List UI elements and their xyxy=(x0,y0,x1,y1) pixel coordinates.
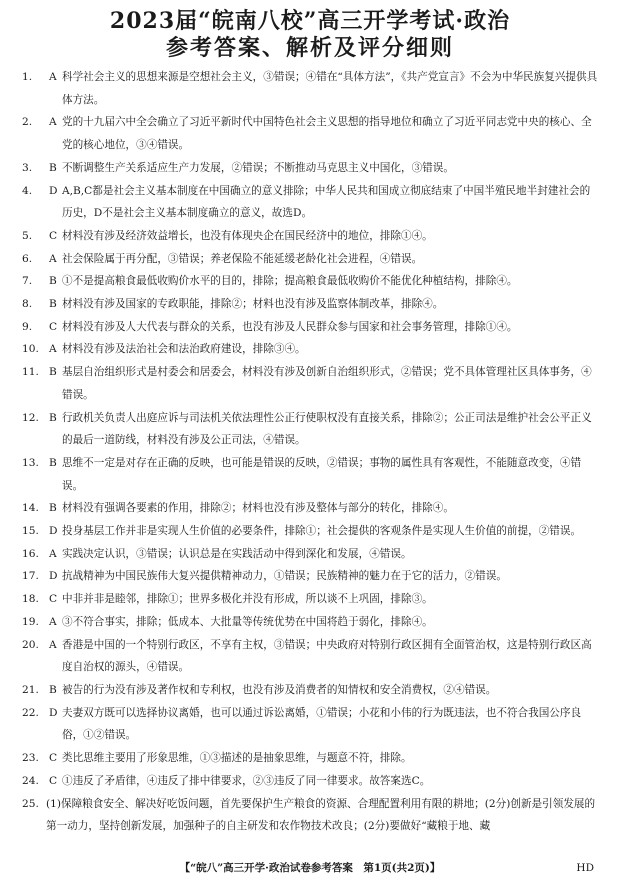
answer-item xyxy=(22,225,598,248)
answer-item xyxy=(22,747,598,770)
answer-letter: A xyxy=(49,638,57,651)
answer-letter: A xyxy=(49,116,57,129)
answer-number: 12. xyxy=(22,411,39,424)
answer-number: 10. xyxy=(22,343,39,356)
answer-letter: C xyxy=(49,752,58,765)
answer-number: 7. xyxy=(22,275,33,288)
answer-explanation: 党的十九届六中全会确立了习近平新时代中国特色社会主义思想的指导地位和确立了习近平同志党中央的核心、全党的核心地位，③④错误。 xyxy=(62,116,592,152)
answer-number: 13. xyxy=(22,456,39,469)
answer-explanation: 不断调整生产关系适应生产力发展，②错误；不断推动马克思主义中国化，③错误。 xyxy=(62,161,454,174)
answer-letter: A xyxy=(49,615,57,628)
answer-explanation: 科学社会主义的思想来源是空想社会主义，③错误；④错在“具体方法”，《共产党宣言》不会为中华民族复兴提供具体方法。 xyxy=(62,71,598,106)
answer-explanation: 夫妻双方既可以选择协议离婚，也可以通过诉讼离婚，①错误；小花和小伟的行为既违法，也不符合我国公序良俗，①②错误。 xyxy=(62,706,582,742)
answer-number: 11. xyxy=(22,366,39,379)
answer-explanation: 中非并非是睦邻，排除①；世界多极化并没有形成，所以谈不上巩固，排除③。 xyxy=(62,593,433,606)
answer-letter: A xyxy=(49,343,57,356)
answer-explanation: 材料没有强调各要素的作用，排除②；材料也没有涉及整体与部分的转化，排除④。 xyxy=(62,502,454,515)
answer-number: 20. xyxy=(22,638,39,651)
answer-item xyxy=(22,497,598,520)
answer-number: 6. xyxy=(22,252,33,265)
answer-letter: B xyxy=(49,275,57,288)
answer-explanation: ①违反了矛盾律，④违反了排中律要求，②③违反了同一律要求。故答案选C。 xyxy=(62,774,431,787)
answer-item xyxy=(22,543,598,566)
answer-item xyxy=(22,452,598,497)
answer-explanation: ③不符合事实，排除；低成本、大批量等传统优势在中国将趋于弱化，排除④。 xyxy=(62,615,433,628)
answer-item xyxy=(22,407,598,452)
page-subtitle: 参考答案、解析及评分细则 xyxy=(165,35,454,61)
answer-item xyxy=(22,316,598,339)
answer-letter: C xyxy=(49,593,58,606)
answer-explanation: 投身基层工作并非是实现人生价值的必要条件，排除①；社会提供的客观条件是实现人生价值的前提，②错误。 xyxy=(62,525,582,538)
answer-letter: B xyxy=(49,161,57,174)
answer-number: 4. xyxy=(22,184,33,197)
answer-item xyxy=(22,248,598,271)
answer-explanation: 行政机关负责人出庭应诉与司法机关依法理性公正行使职权没有直接关系，排除②；公正司法是维护社会公平正义的最后一道防线，材料没有涉及公正司法，④错误。 xyxy=(62,411,592,447)
answer-item xyxy=(22,520,598,543)
answer-number: 2. xyxy=(22,116,33,129)
answer-explanation: 社会保险属于再分配，③错误；养老保险不能延缓老龄化社会进程，④错误。 xyxy=(62,252,423,265)
answer-number: 19. xyxy=(22,615,39,628)
answer-explanation: 类比思维主要用了形象思维，①③描述的是抽象思维，与题意不符，排除。 xyxy=(62,752,412,765)
answer-item xyxy=(22,770,598,793)
answer-item xyxy=(22,634,598,679)
answer-letter: D xyxy=(49,525,58,538)
answer-number: 24. xyxy=(22,774,39,787)
answer-item xyxy=(22,611,598,634)
answer-explanation: 思维不一定是对存在正确的反映，也可能是错误的反映，②错误；事物的属性具有客观性，不能随意改变，④错误。 xyxy=(62,456,582,492)
answer-item xyxy=(22,702,598,747)
answer-explanation: 抗战精神为中国民族伟大复兴提供精神动力，①错误；民族精神的魅力在于它的活力，②错误。 xyxy=(62,570,507,583)
answer-explanation: (1)保障粮食安全、解决好吃饭问题，首先要保护生产粮食的资源、合理配置利用有限的耕地；(2分)创新是引领发展的第一动力，坚持创新发展，加强种子的自主研发和农作物技术改良；(2分)要做好“藏粮于地、藏 xyxy=(46,797,596,833)
answer-letter: D xyxy=(49,184,58,197)
answer-number: 16. xyxy=(22,547,39,560)
answer-explanation: 基层自治组织形式是村委会和居委会，材料没有涉及创新自治组织形式，②错误；党不具体管理社区具体事务，④错误。 xyxy=(62,366,592,401)
answer-explanation: 材料没有涉及国家的专政职能，排除②；材料也没有涉及监察体制改革，排除④。 xyxy=(62,298,444,311)
answer-item xyxy=(22,180,598,225)
answer-number: 22. xyxy=(22,706,39,719)
answer-explanation: 材料没有涉及经济效益增长，也没有体现央企在国民经济中的地位，排除①④。 xyxy=(62,229,433,242)
answer-letter: A xyxy=(49,547,57,560)
answer-letter: C xyxy=(49,320,58,333)
answer-item xyxy=(22,111,598,156)
answer-explanation: 实践决定认识，③错误；认识总是在实践活动中得到深化和发展，④错误。 xyxy=(62,547,412,560)
footer-text: 【“皖八”高三开学·政治试卷参考答案 第1页(共2页)】 xyxy=(179,862,441,874)
answer-letter: C xyxy=(49,229,58,242)
answer-explanation: 材料没有涉及人大代表与群众的关系，也没有涉及人民群众参与国家和社会事务管理，排除①④。 xyxy=(62,320,518,333)
answer-letter: A xyxy=(49,71,57,83)
answer-item xyxy=(22,361,598,406)
answer-item xyxy=(22,338,598,361)
answer-item xyxy=(22,66,598,111)
page-footer xyxy=(0,861,620,875)
answer-letter: D xyxy=(49,570,58,583)
answer-item xyxy=(22,293,598,316)
answer-number: 8. xyxy=(22,298,33,311)
answer-number: 23. xyxy=(22,752,39,765)
answer-item xyxy=(22,565,598,588)
answer-number: 15. xyxy=(22,525,39,538)
answer-explanation: A,B,C都是社会主义基本制度在中国确立的意义排除；中华人民共和国成立彻底结束了中国半殖民地半封建社会的历史，D不是社会主义基本制度确立的意义，故选D。 xyxy=(62,184,591,220)
answer-letter: B xyxy=(49,683,57,696)
answer-number: 3. xyxy=(22,161,33,174)
answer-number: 9. xyxy=(22,320,33,333)
answer-number: 5. xyxy=(22,229,33,242)
answer-explanation: ①不是提高粮食最低收购价水平的目的，排除；提高粮食最低收购价不能优化种植结构，排除④。 xyxy=(62,275,518,288)
answer-letter: B xyxy=(49,298,57,311)
answer-explanation: 香港是中国的一个特别行政区，不享有主权，③错误；中央政府对特别行政区拥有全面管治权，这是特别行政区高度自治权的源头，④错误。 xyxy=(62,638,592,674)
answer-explanation: 材料没有涉及法治社会和法治政府建设，排除③④。 xyxy=(62,343,306,356)
answer-letter: B xyxy=(49,366,57,379)
answer-item xyxy=(22,270,598,293)
answer-explanation: 被告的行为没有涉及著作权和专利权，也没有涉及消费者的知情权和安全消费权，②④错误。 xyxy=(62,683,497,696)
answer-number: 17. xyxy=(22,570,39,583)
answer-letter: C xyxy=(49,774,58,787)
page-title: 2023届“皖南八校”高三开学考试·政治 xyxy=(109,8,511,34)
answer-number: 21. xyxy=(22,683,39,696)
answer-item xyxy=(22,679,598,702)
answer-item xyxy=(22,588,598,611)
answer-number: 25. xyxy=(22,797,39,810)
answer-letter: D xyxy=(49,706,58,719)
answer-number: 14. xyxy=(22,502,39,515)
answer-letter: B xyxy=(49,456,57,469)
answer-letter: B xyxy=(49,502,57,515)
answer-number: 18. xyxy=(22,593,39,606)
answer-item xyxy=(22,793,598,838)
answer-list xyxy=(22,66,598,838)
answer-number: 1. xyxy=(22,71,33,83)
answer-letter: B xyxy=(49,411,57,424)
answer-item xyxy=(22,157,598,180)
footer-code: HD xyxy=(576,862,594,874)
answer-letter: A xyxy=(49,252,57,265)
